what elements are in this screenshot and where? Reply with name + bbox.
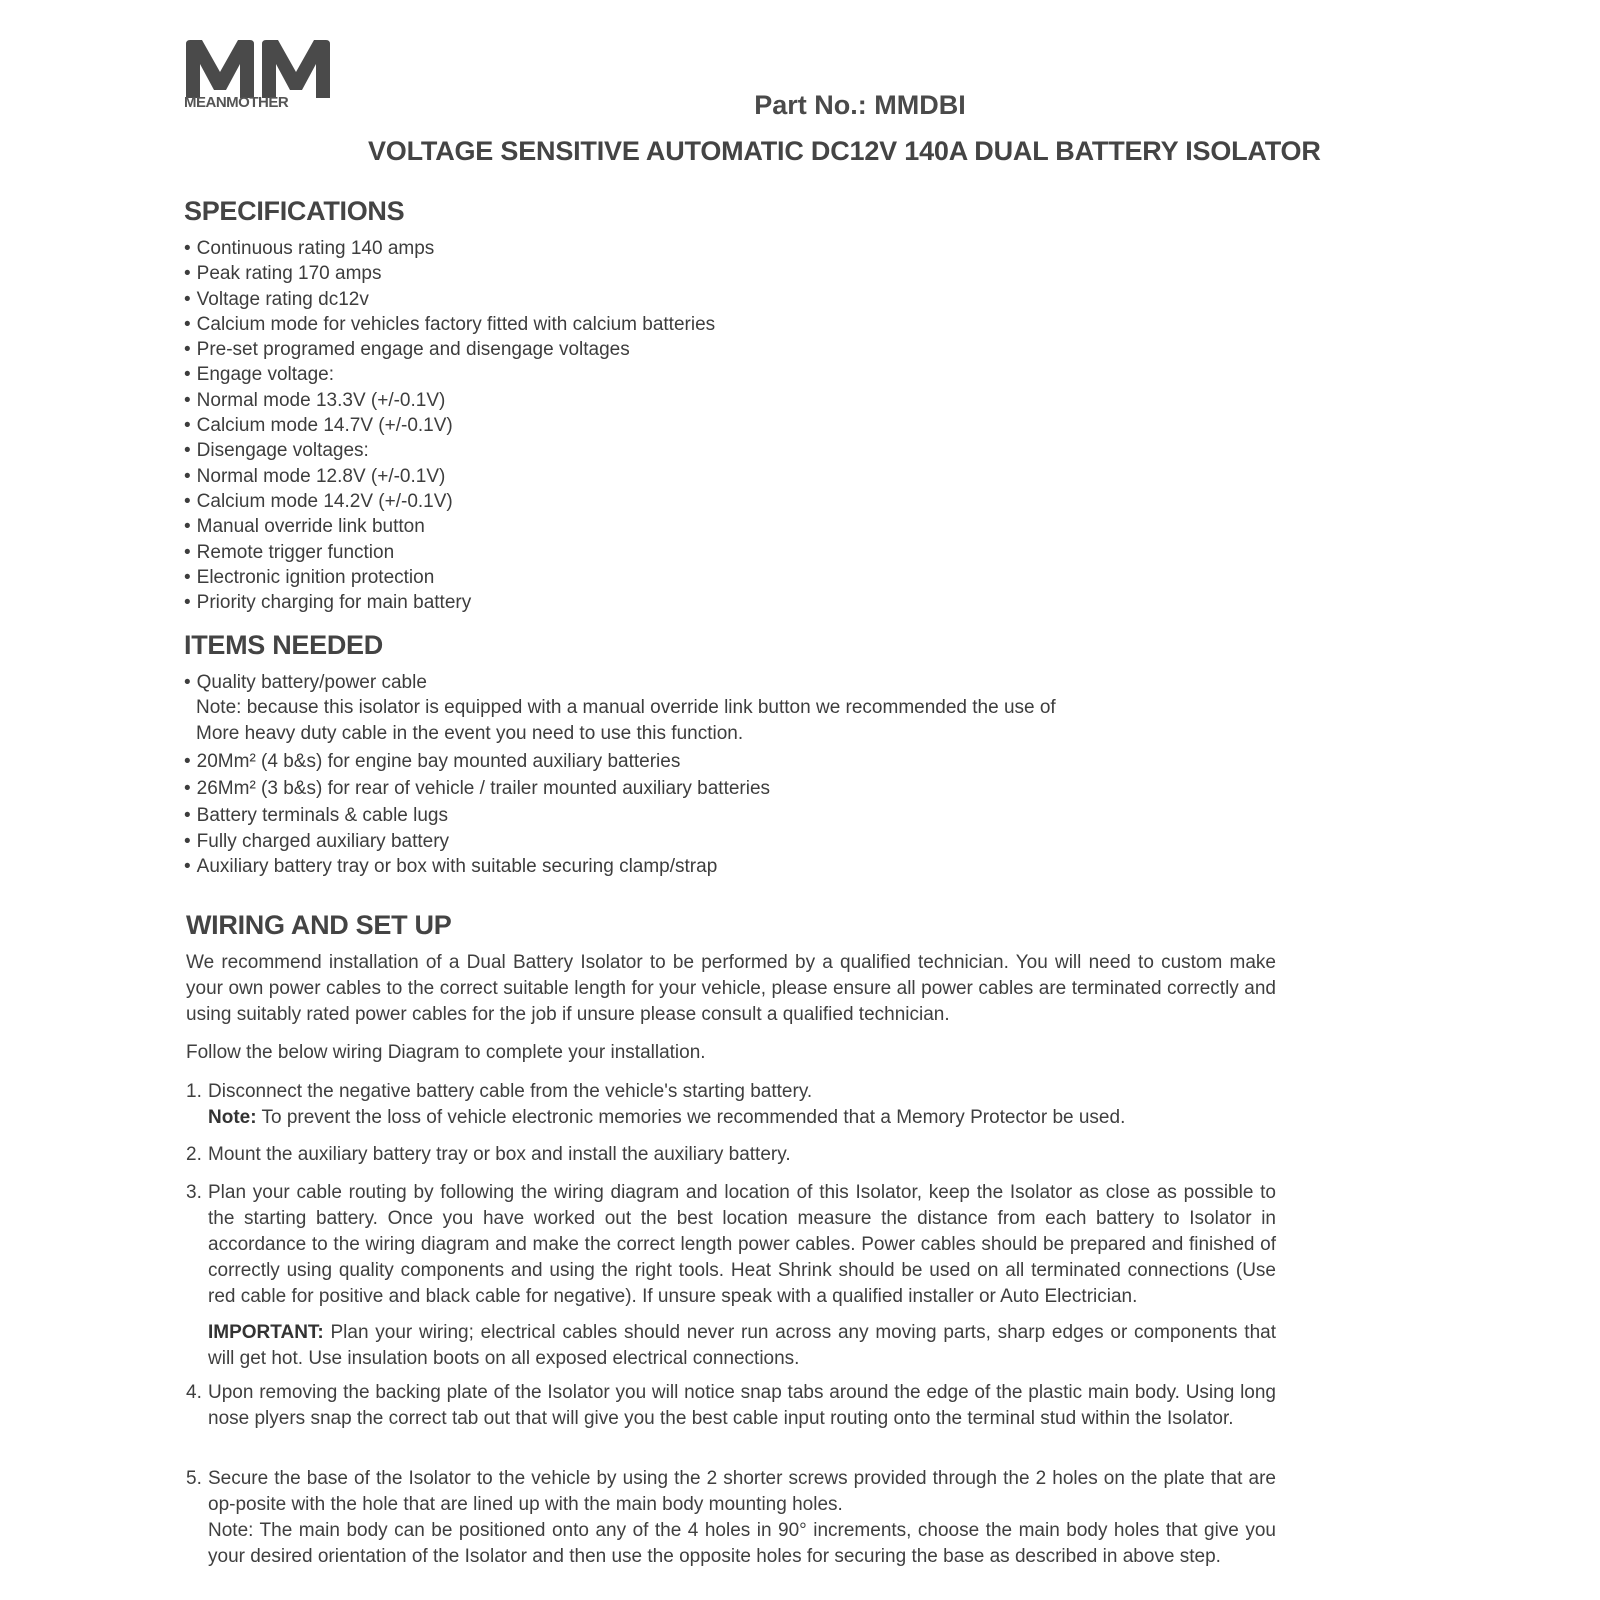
needed-item: • 26Mm² (3 b&s) for rear of vehicle / trailer mounted auxiliary batteries	[184, 776, 1184, 801]
needed-note: More heavy duty cable in the event you need to use this function.	[196, 722, 744, 744]
wiring-intro: We recommend installation of a Dual Battery Isolator to be performed by a qualified technician. You will need to custom make your own power cables to the correct suitable length for your vehicle, please ensure all power cables are terminated correctly and using suitably rated power cables for the job if unsure please consult a qualified technician.	[186, 952, 1276, 1025]
spec-item: • Pre-set programed engage and disengage voltages	[184, 337, 715, 362]
note-label: Note:	[208, 1107, 257, 1128]
step-5-note: Note: The main body can be positioned onto any of the 4 holes in 90° increments, choose the main body holes that give you your desired orientation of the Isolator and then use the opposite holes for securing the base as described in above step.	[208, 1520, 1276, 1567]
document-title: VOLTAGE SENSITIVE AUTOMATIC DC12V 140A DUAL BATTERY ISOLATOR	[368, 136, 1321, 166]
spec-item: • Normal mode 12.8V (+/-0.1V)	[184, 464, 715, 489]
specifications-heading: SPECIFICATIONS	[184, 196, 405, 226]
spec-item: • Peak rating 170 amps	[184, 261, 715, 286]
step-number: 2.	[186, 1144, 202, 1165]
important-note	[208, 1320, 1276, 1372]
wiring-heading: WIRING AND SET UP	[186, 910, 452, 940]
spec-item: • Engage voltage:	[184, 362, 715, 387]
step-text: Plan your cable routing by following the wiring diagram and location of this Isolator, keep the Isolator as close as possible to the starting battery. Once you have worked out the best location measure the distance from each battery to Isolator in accordance to the wiring diagram and make the correct length power cables. Power cables should be prepared and finished of correctly using quality components and using the right tools. Heat Shrink should be used on all terminated connections (Use red cable for positive and black cable for negative). If unsure speak with a qualified installer or Auto Electrician.	[208, 1182, 1276, 1307]
spec-item: • Disengage voltages:	[184, 438, 715, 463]
spec-item: • Electronic ignition protection	[184, 565, 715, 590]
important-text: Plan your wiring; electrical cables should never run across any moving parts, sharp edges or components that will get hot. Use insulation boots on all exposed electrical connections.	[208, 1322, 1276, 1369]
note-text: To prevent the loss of vehicle electronic memories we recommended that a Memory Protector be used.	[261, 1107, 1126, 1128]
brand-name: MEANMOTHER	[184, 94, 289, 111]
step-3	[186, 1180, 1276, 1372]
wiring-follow-text: Follow the below wiring Diagram to complete your installation.	[186, 1042, 706, 1063]
step-text: Upon removing the backing plate of the Isolator you will notice snap tabs around the edge of the plastic main body. Using long nose plyers snap the correct tab out that will give you the best cable input routing onto the terminal stud within the Isolator.	[208, 1382, 1276, 1429]
spec-item: • Remote trigger function	[184, 540, 715, 565]
spec-item: • Manual override link button	[184, 514, 715, 539]
step-1	[186, 1079, 1276, 1131]
step-4	[186, 1380, 1276, 1432]
spec-item: • Priority charging for main battery	[184, 590, 715, 615]
step-1-note	[208, 1105, 1276, 1131]
needed-item: • 20Mm² (4 b&s) for engine bay mounted auxiliary batteries	[184, 749, 1184, 774]
spec-item: • Calcium mode 14.2V (+/-0.1V)	[184, 489, 715, 514]
step-number: 5.	[186, 1468, 202, 1489]
spec-item: • Calcium mode for vehicles factory fitted with calcium batteries	[184, 312, 715, 337]
items-needed-list	[184, 670, 1184, 879]
needed-item: • Battery terminals & cable lugs	[184, 803, 1184, 828]
needed-item: • Auxiliary battery tray or box with suitable securing clamp/strap	[184, 854, 1184, 879]
part-number: Part No.: MMDBI	[754, 90, 966, 120]
important-label: IMPORTANT:	[208, 1322, 324, 1343]
step-number: 3.	[186, 1182, 202, 1203]
needed-note: Note: because this isolator is equipped with a manual override link button we recommended the use of	[196, 697, 1056, 719]
step-text: Mount the auxiliary battery tray or box and install the auxiliary battery.	[208, 1144, 791, 1165]
spec-item: • Continuous rating 140 amps	[184, 236, 715, 261]
spec-item: • Normal mode 13.3V (+/-0.1V)	[184, 388, 715, 413]
items-needed-heading: ITEMS NEEDED	[184, 630, 383, 660]
spec-item: • Voltage rating dc12v	[184, 287, 715, 312]
step-5	[186, 1466, 1276, 1570]
specifications-list	[184, 236, 715, 615]
step-text: Secure the base of the Isolator to the vehicle by using the 2 shorter screws provided through the 2 holes on the plate that are op-posite with the hole that are lined up with the main body mounting holes.	[208, 1468, 1276, 1515]
step-text: Disconnect the negative battery cable from the vehicle's starting battery.	[208, 1081, 813, 1102]
step-number: 4.	[186, 1382, 202, 1403]
step-number: 1.	[186, 1081, 202, 1102]
step-2	[186, 1142, 1276, 1168]
needed-item: • Quality battery/power cable	[184, 670, 1184, 695]
needed-item: • Fully charged auxiliary battery	[184, 829, 1184, 854]
spec-item: • Calcium mode 14.7V (+/-0.1V)	[184, 413, 715, 438]
